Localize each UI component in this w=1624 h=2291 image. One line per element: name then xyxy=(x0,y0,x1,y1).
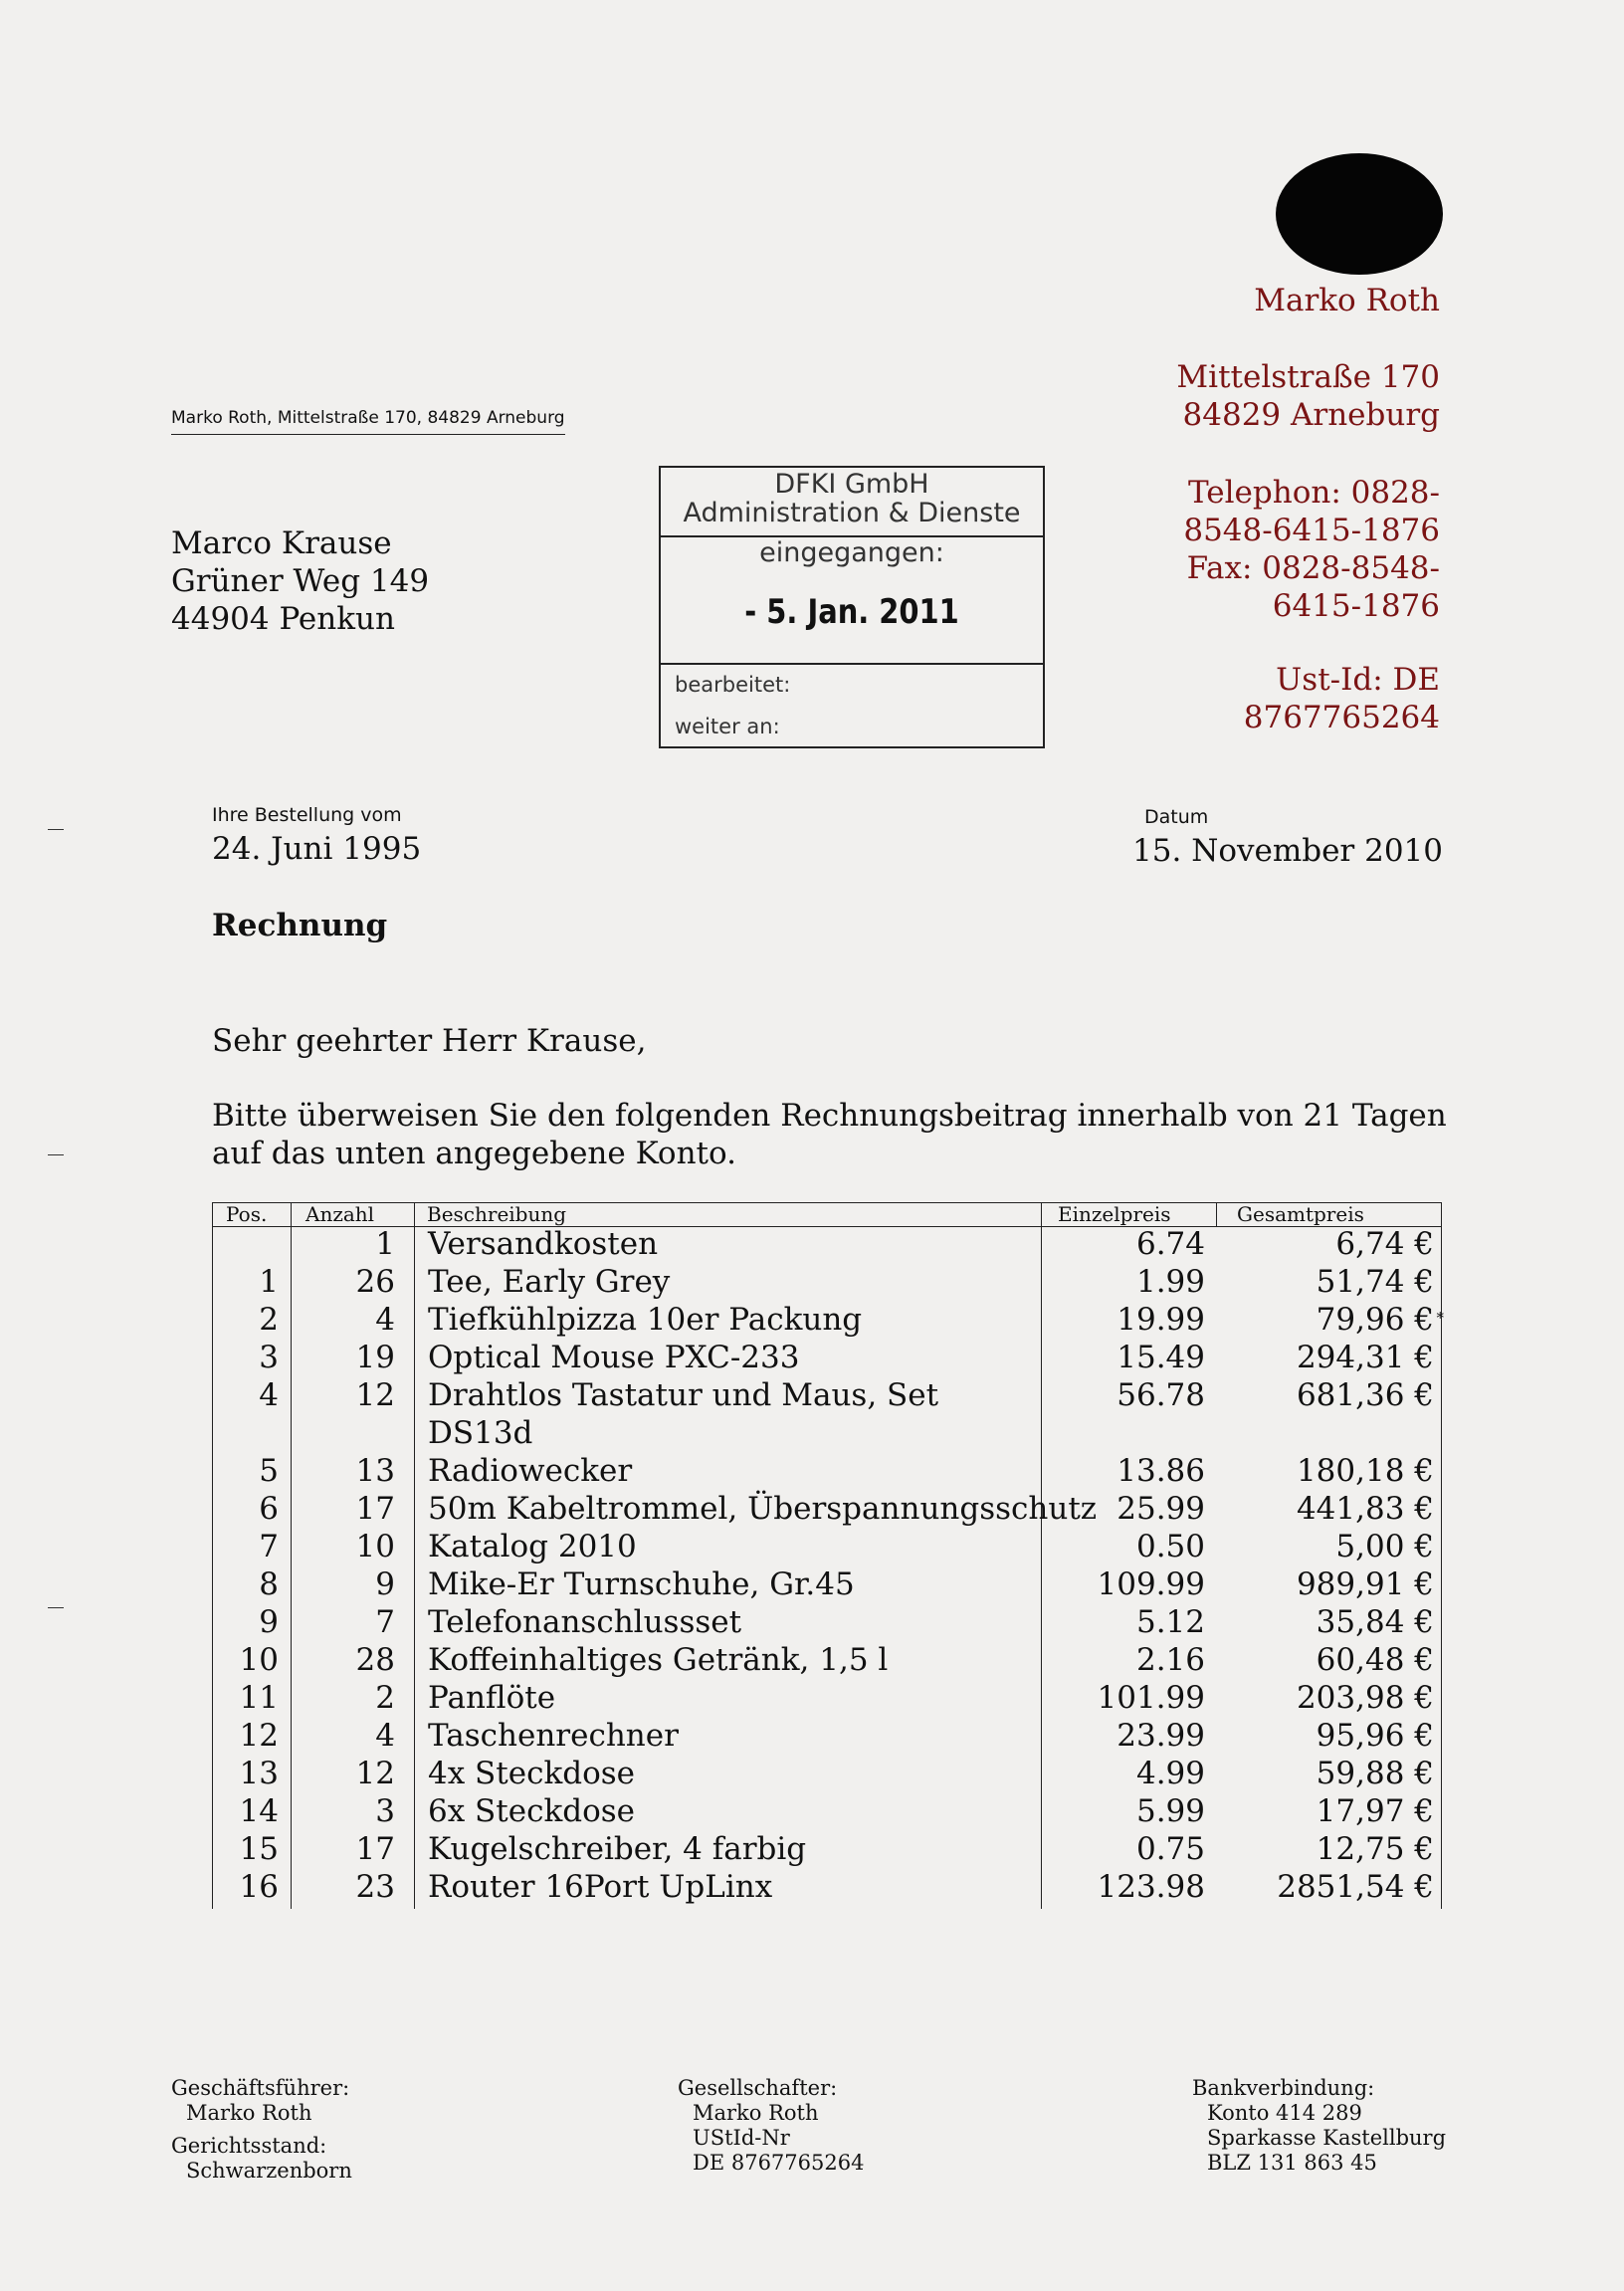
cell-einzelpreis: 56.78 xyxy=(1116,1377,1205,1413)
table-row xyxy=(212,1565,1442,1603)
cell-beschreibung: Versandkosten xyxy=(428,1226,659,1262)
cell-gesamtpreis: 12,75 € xyxy=(1316,1831,1434,1867)
sender-name: Marko Roth xyxy=(1254,283,1440,318)
cell-beschreibung xyxy=(428,1376,938,1452)
footer-bank-name: Sparkasse Kastellburg xyxy=(1207,2126,1447,2150)
cell-anzahl: 7 xyxy=(375,1604,395,1640)
cell-beschreibung: Mike-Er Turnschuhe, Gr.45 xyxy=(428,1566,855,1602)
cell-beschreibung: Tee, Early Grey xyxy=(428,1264,671,1300)
fold-mark xyxy=(48,829,64,830)
cell-anzahl: 2 xyxy=(375,1680,395,1716)
recipient-address xyxy=(171,524,429,638)
cell-beschreibung: Panflöte xyxy=(428,1680,556,1716)
table-row xyxy=(212,1603,1442,1641)
cell-anzahl: 19 xyxy=(355,1340,395,1375)
cell-gesamtpreis: 6,74 € xyxy=(1335,1226,1434,1262)
intro-line: auf das unten angegebene Konto. xyxy=(212,1136,736,1171)
table-row xyxy=(212,1263,1442,1301)
cell-pos: 14 xyxy=(239,1793,279,1829)
cell-pos: 1 xyxy=(259,1264,279,1300)
intro-line: Bitte überweisen Sie den folgenden Rechnungsbeitrag innerhalb von 21 Tagen xyxy=(212,1098,1447,1134)
table-row xyxy=(212,1225,1442,1263)
cell-beschreibung: Koffeinhaltiges Getränk, 1,5 l xyxy=(428,1642,889,1678)
footer-gf-name: Marko Roth xyxy=(186,2101,312,2125)
stamp-forward-label: weiter an: xyxy=(675,715,780,738)
cell-einzelpreis: 5.99 xyxy=(1135,1793,1205,1829)
cell-einzelpreis: 0.75 xyxy=(1135,1831,1205,1867)
received-stamp xyxy=(659,466,1045,748)
cell-pos: 15 xyxy=(239,1831,279,1867)
sender-phone: Telephon: 0828-8548-6415-1876 xyxy=(1183,475,1440,548)
cell-anzahl: 4 xyxy=(375,1718,395,1754)
header-anzahl: Anzahl xyxy=(305,1202,375,1226)
cell-gesamtpreis: 17,97 € xyxy=(1316,1793,1434,1829)
cell-beschreibung: Taschenrechner xyxy=(428,1718,679,1754)
cell-anzahl: 23 xyxy=(355,1869,395,1905)
table-column-line xyxy=(1216,1202,1217,1226)
invoice-date: 15. November 2010 xyxy=(1132,833,1443,869)
sender-city: 84829 Arneburg xyxy=(1182,397,1440,433)
cell-anzahl: 12 xyxy=(355,1756,395,1791)
cell-gesamtpreis: 60,48 € xyxy=(1316,1642,1434,1678)
stamp-organization xyxy=(661,470,1043,527)
cell-anzahl: 4 xyxy=(375,1302,395,1338)
order-date-label: Ihre Bestellung vom xyxy=(212,804,402,826)
return-address-line: Marko Roth, Mittelstraße 170, 84829 Arneburg xyxy=(171,408,565,435)
sender-street: Mittelstraße 170 xyxy=(1176,359,1440,395)
stamp-received-date: - 5. Jan. 2011 xyxy=(744,592,959,632)
salutation: Sehr geehrter Herr Krause, xyxy=(212,1023,647,1059)
cell-pos: 16 xyxy=(239,1869,279,1905)
cell-anzahl: 12 xyxy=(355,1377,395,1413)
cell-gesamtpreis: 203,98 € xyxy=(1296,1680,1434,1716)
cell-pos: 8 xyxy=(259,1566,279,1602)
cell-gesamtpreis: 51,74 € xyxy=(1316,1264,1434,1300)
footer-bank-blz: BLZ 131 863 45 xyxy=(1207,2151,1377,2175)
cell-einzelpreis: 101.99 xyxy=(1097,1680,1205,1716)
invoice-table xyxy=(212,1202,1442,1909)
cell-pos: 9 xyxy=(259,1604,279,1640)
footer-partner-label: Gesellschafter: xyxy=(678,2076,838,2100)
footer-court-name: Schwarzenborn xyxy=(186,2159,352,2183)
stamp-org-line1: DFKI GmbH xyxy=(774,469,929,500)
table-row xyxy=(212,1830,1442,1868)
recipient-city: 44904 Penkun xyxy=(171,601,395,637)
cell-beschreibung: 6x Steckdose xyxy=(428,1793,636,1829)
cell-beschreibung: 4x Steckdose xyxy=(428,1756,636,1791)
cell-gesamtpreis: 59,88 € xyxy=(1316,1756,1434,1791)
cell-beschreibung: Tiefkühlpizza 10er Packung xyxy=(428,1302,863,1338)
footnote-mark: * xyxy=(1436,1309,1444,1327)
cell-beschreibung: 50m Kabeltrommel, Überspannungsschutz xyxy=(428,1491,1098,1527)
stamp-org-line2: Administration & Dienste xyxy=(683,498,1021,528)
cell-beschreibung: Katalog 2010 xyxy=(428,1529,637,1564)
header-gesamtpreis: Gesamtpreis xyxy=(1237,1202,1364,1226)
cell-gesamtpreis: 95,96 € xyxy=(1316,1718,1434,1754)
cell-anzahl: 17 xyxy=(355,1831,395,1867)
footer-management xyxy=(171,2076,352,2184)
footer-ustid-value: DE 8767765264 xyxy=(693,2151,865,2175)
cell-gesamtpreis: 294,31 € xyxy=(1296,1340,1434,1375)
cell-einzelpreis: 1.99 xyxy=(1135,1264,1205,1300)
cell-gesamtpreis: 180,18 € xyxy=(1296,1453,1434,1489)
cell-beschreibung: Radiowecker xyxy=(428,1453,633,1489)
footer-ustid-label: UStId-Nr xyxy=(693,2126,790,2150)
cell-anzahl: 26 xyxy=(355,1264,395,1300)
cell-pos: 13 xyxy=(239,1756,279,1791)
cell-pos: 10 xyxy=(239,1642,279,1678)
cell-pos: 11 xyxy=(239,1680,279,1716)
table-row xyxy=(212,1301,1442,1339)
cell-pos: 2 xyxy=(259,1302,279,1338)
table-row xyxy=(212,1641,1442,1679)
fold-mark xyxy=(48,1154,64,1155)
cell-beschreibung: Router 16Port UpLinx xyxy=(428,1869,773,1905)
cell-einzelpreis: 13.86 xyxy=(1116,1453,1205,1489)
footer-partner-name: Marko Roth xyxy=(693,2101,819,2125)
cell-gesamtpreis: 681,36 € xyxy=(1296,1377,1434,1413)
cell-pos: 6 xyxy=(259,1491,279,1527)
cell-gesamtpreis-value: 79,96 € xyxy=(1316,1302,1434,1338)
cell-gesamtpreis: 5,00 € xyxy=(1335,1529,1434,1564)
cell-beschreibung: Kugelschreiber, 4 farbig xyxy=(428,1831,807,1867)
table-row xyxy=(212,1679,1442,1717)
sender-fax: Fax: 0828-8548-6415-1876 xyxy=(1186,550,1440,624)
cell-gesamtpreis xyxy=(1223,1301,1444,1339)
header-einzelpreis: Einzelpreis xyxy=(1058,1202,1171,1226)
footer-partner xyxy=(678,2076,864,2176)
table-row xyxy=(212,1717,1442,1755)
cell-gesamtpreis: 35,84 € xyxy=(1316,1604,1434,1640)
table-row xyxy=(212,1792,1442,1830)
cell-pos: 4 xyxy=(259,1377,279,1413)
stamp-processed-label: bearbeitet: xyxy=(675,673,791,697)
table-row xyxy=(212,1376,1442,1452)
cell-pos: 5 xyxy=(259,1453,279,1489)
cell-anzahl: 28 xyxy=(355,1642,395,1678)
order-date: 24. Juni 1995 xyxy=(212,831,422,867)
cell-einzelpreis: 15.49 xyxy=(1116,1340,1205,1375)
cell-einzelpreis: 123.98 xyxy=(1097,1869,1205,1905)
cell-gesamtpreis: 989,91 € xyxy=(1296,1566,1434,1602)
cell-anzahl: 1 xyxy=(375,1226,395,1262)
cell-einzelpreis: 23.99 xyxy=(1116,1718,1205,1754)
table-row xyxy=(212,1339,1442,1376)
cell-einzelpreis: 19.99 xyxy=(1116,1302,1205,1338)
cell-gesamtpreis: 2851,54 € xyxy=(1277,1869,1434,1905)
footer-gf-label: Geschäftsführer: xyxy=(171,2076,350,2100)
cell-anzahl: 13 xyxy=(355,1453,395,1489)
sender-ust-id: Ust-Id: DE 8767765264 xyxy=(1243,662,1440,735)
cell-anzahl: 9 xyxy=(375,1566,395,1602)
redaction-mark xyxy=(1276,153,1443,275)
footer-bank-account: Konto 414 289 xyxy=(1207,2101,1362,2125)
table-row xyxy=(212,1490,1442,1528)
cell-einzelpreis: 25.99 xyxy=(1116,1491,1205,1527)
cell-einzelpreis: 109.99 xyxy=(1097,1566,1205,1602)
footer-bank-label: Bankverbindung: xyxy=(1192,2076,1375,2100)
table-row xyxy=(212,1452,1442,1490)
intro-text xyxy=(212,1097,1456,1172)
sender-address xyxy=(1176,358,1440,434)
stamp-received-label: eingegangen: xyxy=(759,537,944,568)
cell-beschreibung-line: DS13d xyxy=(428,1415,533,1451)
cell-pos: 12 xyxy=(239,1718,279,1754)
table-row xyxy=(212,1528,1442,1565)
table-row xyxy=(212,1755,1442,1792)
cell-beschreibung-line: Drahtlos Tastatur und Maus, Set xyxy=(428,1377,939,1413)
cell-beschreibung: Telefonanschlussset xyxy=(428,1604,742,1640)
cell-anzahl: 17 xyxy=(355,1491,395,1527)
footer-court-label: Gerichtsstand: xyxy=(171,2134,327,2158)
header-beschreibung: Beschreibung xyxy=(427,1202,567,1226)
invoice-date-label: Datum xyxy=(1144,806,1209,828)
cell-einzelpreis: 2.16 xyxy=(1135,1642,1205,1678)
cell-gesamtpreis: 441,83 € xyxy=(1296,1491,1434,1527)
table-row xyxy=(212,1868,1442,1906)
header-pos: Pos. xyxy=(226,1202,268,1226)
sender-contact xyxy=(1131,474,1440,625)
cell-pos: 3 xyxy=(259,1340,279,1375)
cell-beschreibung: Optical Mouse PXC-233 xyxy=(428,1340,800,1375)
footer-bank xyxy=(1192,2076,1446,2176)
document-title: Rechnung xyxy=(212,908,388,943)
cell-anzahl: 10 xyxy=(355,1529,395,1564)
stamp-divider xyxy=(661,663,1043,665)
recipient-street: Grüner Weg 149 xyxy=(171,563,430,599)
cell-pos: 7 xyxy=(259,1529,279,1564)
cell-einzelpreis: 4.99 xyxy=(1135,1756,1205,1791)
cell-einzelpreis: 0.50 xyxy=(1135,1529,1205,1564)
cell-einzelpreis: 6.74 xyxy=(1135,1226,1205,1262)
cell-anzahl: 3 xyxy=(375,1793,395,1829)
recipient-name: Marco Krause xyxy=(171,525,392,561)
fold-mark xyxy=(48,1607,64,1608)
cell-einzelpreis: 5.12 xyxy=(1135,1604,1205,1640)
